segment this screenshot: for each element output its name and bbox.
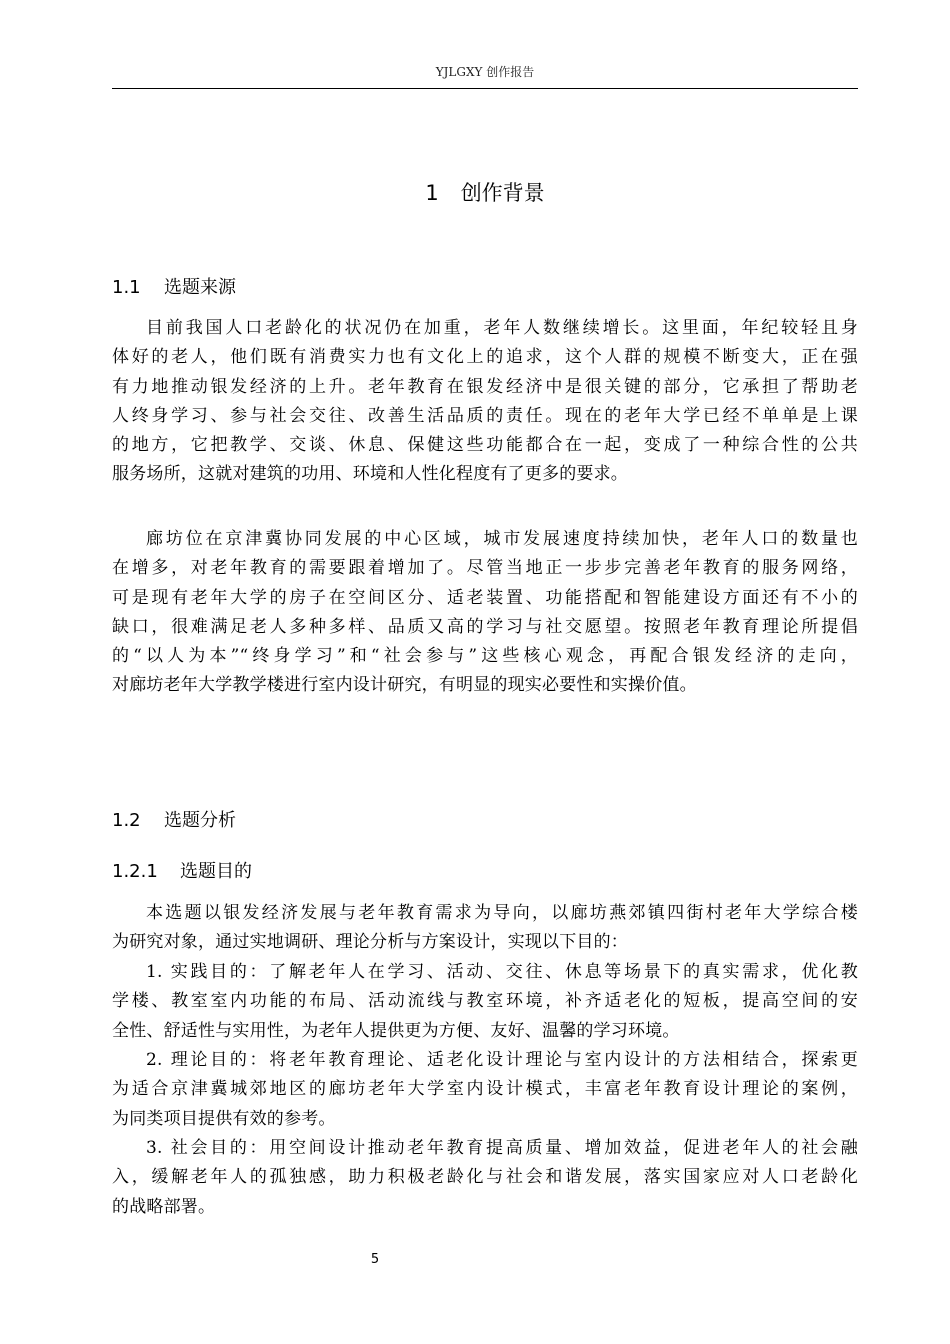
paragraph-line: 的地方，它把教学、交谈、休息、保健这些功能都合在一起，变成了一种综合性的公共 <box>112 435 858 456</box>
paragraph-line: 学楼、教室室内功能的布局、活动流线与教室环境，补齐适老化的短板，提高空间的安 <box>112 991 858 1012</box>
paragraph-1-2-1-1 <box>112 899 858 958</box>
chapter-number: 1 <box>425 181 439 205</box>
paragraph-line: 为同类项目提供有效的参考。 <box>112 1108 336 1129</box>
paragraph-line: 在增多，对老年教育的需要跟着增加了。尽管当地正一步步完善老年教育的服务网络， <box>112 558 858 579</box>
section-number: 1.1 <box>112 277 141 298</box>
paragraph-line: 为研究对象，通过实地调研、理论分析与方案设计，实现以下目的： <box>112 932 628 953</box>
paragraph-line: 服务场所，这就对建筑的功用、环境和人性化程度有了更多的要求。 <box>112 464 628 485</box>
paragraph-line: 对廊坊老年大学教学楼进行室内设计研究，有明显的现实必要性和实操价值。 <box>112 675 697 696</box>
section-number: 1.2 <box>112 810 141 831</box>
header-rule <box>112 88 858 89</box>
paragraph-line: 缺口，很难满足老人多种多样、品质又高的学习与社交愿望。按照老年教育理论所提倡 <box>112 616 858 637</box>
running-header: YJLGXY 创作报告 <box>435 65 535 79</box>
page-number: 5 <box>370 1252 380 1267</box>
section-title: 选题来源 <box>164 277 236 298</box>
paragraph-line: 目前我国人口老龄化的状况仍在加重，老年人数继续增长。这里面，年纪较轻且身 <box>146 318 858 338</box>
section-heading-1-2 <box>112 807 236 835</box>
paragraph-line: 3. 社会目的：用空间设计推动老年教育提高质量、增加效益，促进老年人的社会融 <box>146 1138 858 1158</box>
chapter-title <box>112 176 858 210</box>
paragraph-line: 2. 理论目的：将老年教育理论、适老化设计理论与室内设计的方法相结合，探索更 <box>146 1050 858 1070</box>
paragraph-line: 的战略部署。 <box>112 1196 216 1217</box>
paragraph-1-1-2 <box>112 525 858 701</box>
paragraph-line: 可是现有老年大学的房子在空间区分、适老装置、功能搭配和智能建设方面还有不小的 <box>112 587 858 608</box>
chapter-title-text: 创作背景 <box>460 181 545 205</box>
paragraph-line: 的“以人为本”“终身学习”和“社会参与”这些核心观念，再配合银发经济的走向， <box>112 646 858 667</box>
paragraph-line: 入，缓解老年人的孤独感，助力积极老龄化与社会和谐发展，落实国家应对人口老龄化 <box>112 1167 858 1188</box>
paragraph-line: 人终身学习、参与社会交往、改善生活品质的责任。现在的老年大学已经不单单是上课 <box>112 405 858 426</box>
paragraph-line: 全性、舒适性与实用性，为老年人提供更为方便、友好、温馨的学习环境。 <box>112 1020 680 1041</box>
section-title: 选题分析 <box>164 810 236 831</box>
section-number: 1.2.1 <box>112 861 158 882</box>
paragraph-line: 有力地推动银发经济的上升。老年教育在银发经济中是很关键的部分，它承担了帮助老 <box>112 376 858 397</box>
paragraph-line: 为适合京津冀城郊地区的廊坊老年大学室内设计模式，丰富老年教育设计理论的案例， <box>112 1079 858 1100</box>
paragraph-1-1-1 <box>112 314 858 490</box>
subsection-heading-1-2-1 <box>112 858 252 886</box>
paragraph-social-goal <box>112 1134 858 1222</box>
paragraph-line: 廊坊位在京津冀协同发展的中心区域，城市发展速度持续加快，老年人口的数量也 <box>146 529 858 549</box>
section-title: 选题目的 <box>180 861 252 882</box>
paragraph-line: 1. 实践目的：了解老年人在学习、活动、交往、休息等场景下的真实需求，优化教 <box>146 962 858 982</box>
paragraph-line: 体好的老人，他们既有消费实力也有文化上的追求，这个人群的规模不断变大，正在强 <box>112 347 858 368</box>
paragraph-practice-goal <box>112 958 858 1046</box>
section-heading-1-1 <box>112 274 236 302</box>
paragraph-theory-goal <box>112 1046 858 1134</box>
paragraph-line: 本选题以银发经济发展与老年教育需求为导向，以廊坊燕郊镇四街村老年大学综合楼 <box>146 903 858 923</box>
